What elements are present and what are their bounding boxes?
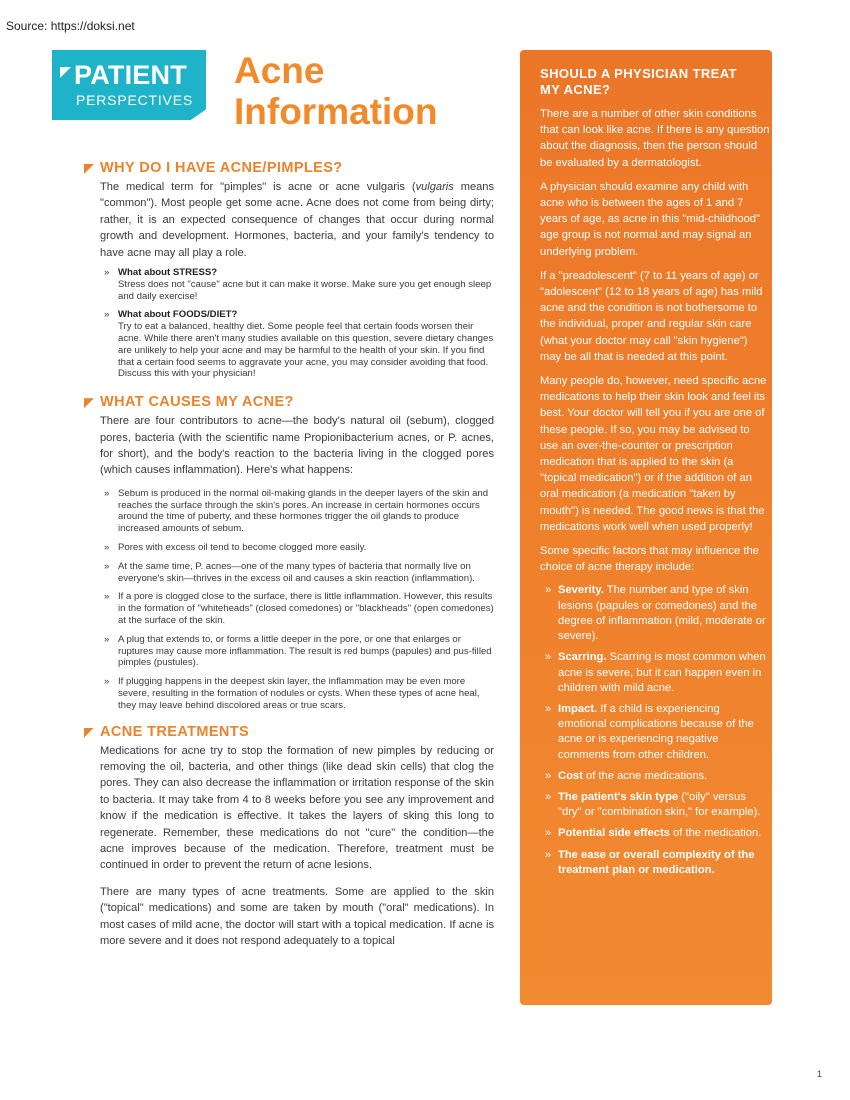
- sidebar-heading: SHOULD A PHYSICIAN TREAT MY ACNE?: [540, 66, 737, 97]
- section-treatments-para2: There are many types of acne treatments. Some are applied to the skin ("topical" medications) and some are taken by mouth ("oral" medications). In most cases of mild acne, the doctor will start with a topical medication. If acne is more severe and it does not respond adequately to a topical: [100, 885, 494, 948]
- physician-sidebar: [520, 50, 772, 1005]
- section-causes-bullets: [100, 488, 494, 712]
- list-item: » Scarring. Scarring is most common when acne is severe, but it can happen even in children with mild acne.: [540, 650, 770, 696]
- sidebar-paragraph: There are a number of other skin conditions that can look like acne. If there is any question about the diagnosis, then the person should be evaluated by a dermatologist.: [540, 108, 770, 169]
- banner-subtitle: PERSPECTIVES: [76, 92, 193, 108]
- list-item: » If plugging happens in the deepest skin layer, the inflammation may be even more severe, resulting in the formation of nodules or cysts. When these types of acne heal, they may leave behind discolored areas or true scars.: [100, 676, 494, 711]
- list-item: » What about STRESS? Stress does not "cause" acne but it can make it worse. Make sure you get enough sleep and daily exercise!: [100, 267, 494, 302]
- heading-flag-icon: [84, 164, 94, 174]
- list-item: » Cost of the acne medications.: [540, 769, 770, 784]
- section-heading-treatments: ACNE TREATMENTS: [84, 724, 494, 740]
- list-item: » Sebum is produced in the normal oil-making glands in the deeper layers of the skin and reaches the surface through the skin's pores. An increase in certain hormones occurs around the time of puberty, and these hormones trigger the oil glands to produce increased amounts of sebum.: [100, 488, 494, 535]
- section-treatments-para1: Medications for acne try to stop the formation of new pimples by reducing or removing the oil, bacteria, and other things (like dead skin cells) that clog the pores. They can also decrease the inflammation or irritation response of the skin to bacteria. It may take from 4 to 8 weeks before you see any improvement and know if the medication is effective. It takes the layers of sking this long to regenerate. Remember, these medications do not "cure" the condition—the acne improves because of the medication. Therefore, treatment must be continued in order to prevent the return of acne lesions.: [100, 744, 494, 872]
- heading-flag-icon: [84, 398, 94, 408]
- page-title-line2: Information: [234, 91, 438, 132]
- section-heading-causes: WHAT CAUSES MY ACNE?: [84, 394, 494, 410]
- list-item: » Impact. If a child is experiencing emotional complications because of the acne or is experiencing negative comments from other children.: [540, 702, 770, 763]
- list-item: » Severity. The number and type of skin lesions (papules or comedones) and the degree of inflammation (mild, moderate or severe).: [540, 583, 770, 644]
- section-causes-text: There are four contributors to acne—the body's natural oil (sebum), clogged pores, bacteria (with the scientific name Propionibacterium acnes, or P. acnes, for short), and the body's reaction to the bacteria living in the clogged pores (which causes inflammation). Here's what happens:: [100, 415, 494, 477]
- page-title: [234, 50, 437, 132]
- page-title-line1: Acne: [234, 50, 325, 91]
- heading-flag-icon: [84, 728, 94, 738]
- list-item: » What about FOODS/DIET? Try to eat a balanced, healthy diet. Some people feel that certain foods worsen their acne. While there aren't many studies available on this question, severe dietary changes are unlikely to help your acne and may be harmful to the health of your skin. If you find that a certain food seems to aggravate your acne, you may consider avoiding that food. Discuss this with your physician!: [100, 309, 494, 380]
- source-note: Source: https://doksi.net: [6, 19, 135, 33]
- section-heading-why: WHY DO I HAVE ACNE/PIMPLES?: [84, 160, 494, 176]
- main-column: [84, 160, 494, 949]
- sidebar-paragraph: If a "preadolescent" (7 to 11 years of age) or "adolescent" (12 to 18 years of age) has mild acne and the condition is not bothersome to the individual, proper and regular skin care (what your doctor may call "skin hygiene") may be all that is needed at this point.: [540, 269, 763, 363]
- section-why-bullets: [100, 267, 494, 380]
- sidebar-paragraph: Some specific factors that may influence the choice of acne therapy include:: [540, 545, 759, 574]
- section-why-text: The medical term for "pimples" is acne or acne vulgaris (vulgaris means "common"). Most people get some acne. Acne does not come from being dirty; rather, it is an expected consequence of changes that occur during normal growth and development. Hormones, bacteria, and your family's tendency to have acne may all play a role.: [100, 181, 495, 259]
- sidebar-factor-list: [540, 583, 770, 877]
- list-item: » A plug that extends to, or forms a little deeper in the pore, or one that enlarges or ruptures may cause more inflammation. The result is red bumps (papules) and pus-filled pimples (pustules).: [100, 634, 494, 669]
- list-item: » Potential side effects of the medication.: [540, 826, 770, 841]
- list-item: » Pores with excess oil tend to become clogged more easily.: [100, 542, 494, 554]
- list-item: » At the same time, P. acnes—one of the many types of bacteria that normally live on everyone's skin—thrives in the excess oil and causes a skin reaction (inflammation).: [100, 561, 494, 585]
- list-item: » The patient's skin type ("oily" versus "dry" or "combination skin," for example).: [540, 790, 770, 820]
- list-item: » The ease or overall complexity of the treatment plan or medication.: [540, 848, 770, 878]
- sidebar-paragraph: A physician should examine any child with acne who is between the ages of 1 and 7 years of age, as acne in this "mid-childhood" age group is not normal and may signal an underlying problem.: [540, 180, 761, 258]
- page-number: 1: [817, 1069, 823, 1079]
- banner-title: PATIENT: [74, 60, 187, 90]
- list-item: » If a pore is clogged close to the surface, there is little inflammation. However, this results in the formation of "whiteheads" (closed comedones) or "blackheads" (open comedones) at the surface of the skin.: [100, 591, 494, 626]
- sidebar-body: [540, 106, 770, 884]
- sidebar-paragraph: Many people do, however, need specific acne medications to help their skin look and feel its best. Your doctor will tell you if you are one of these people. If so, you may be advised to use an over-the-counter or prescription medication that is applied to the skin (a "topical medication") or if the addition of an oral medication (a medication "taken by mouth") is needed. The good news is that the medications work well when used properly!: [540, 375, 767, 533]
